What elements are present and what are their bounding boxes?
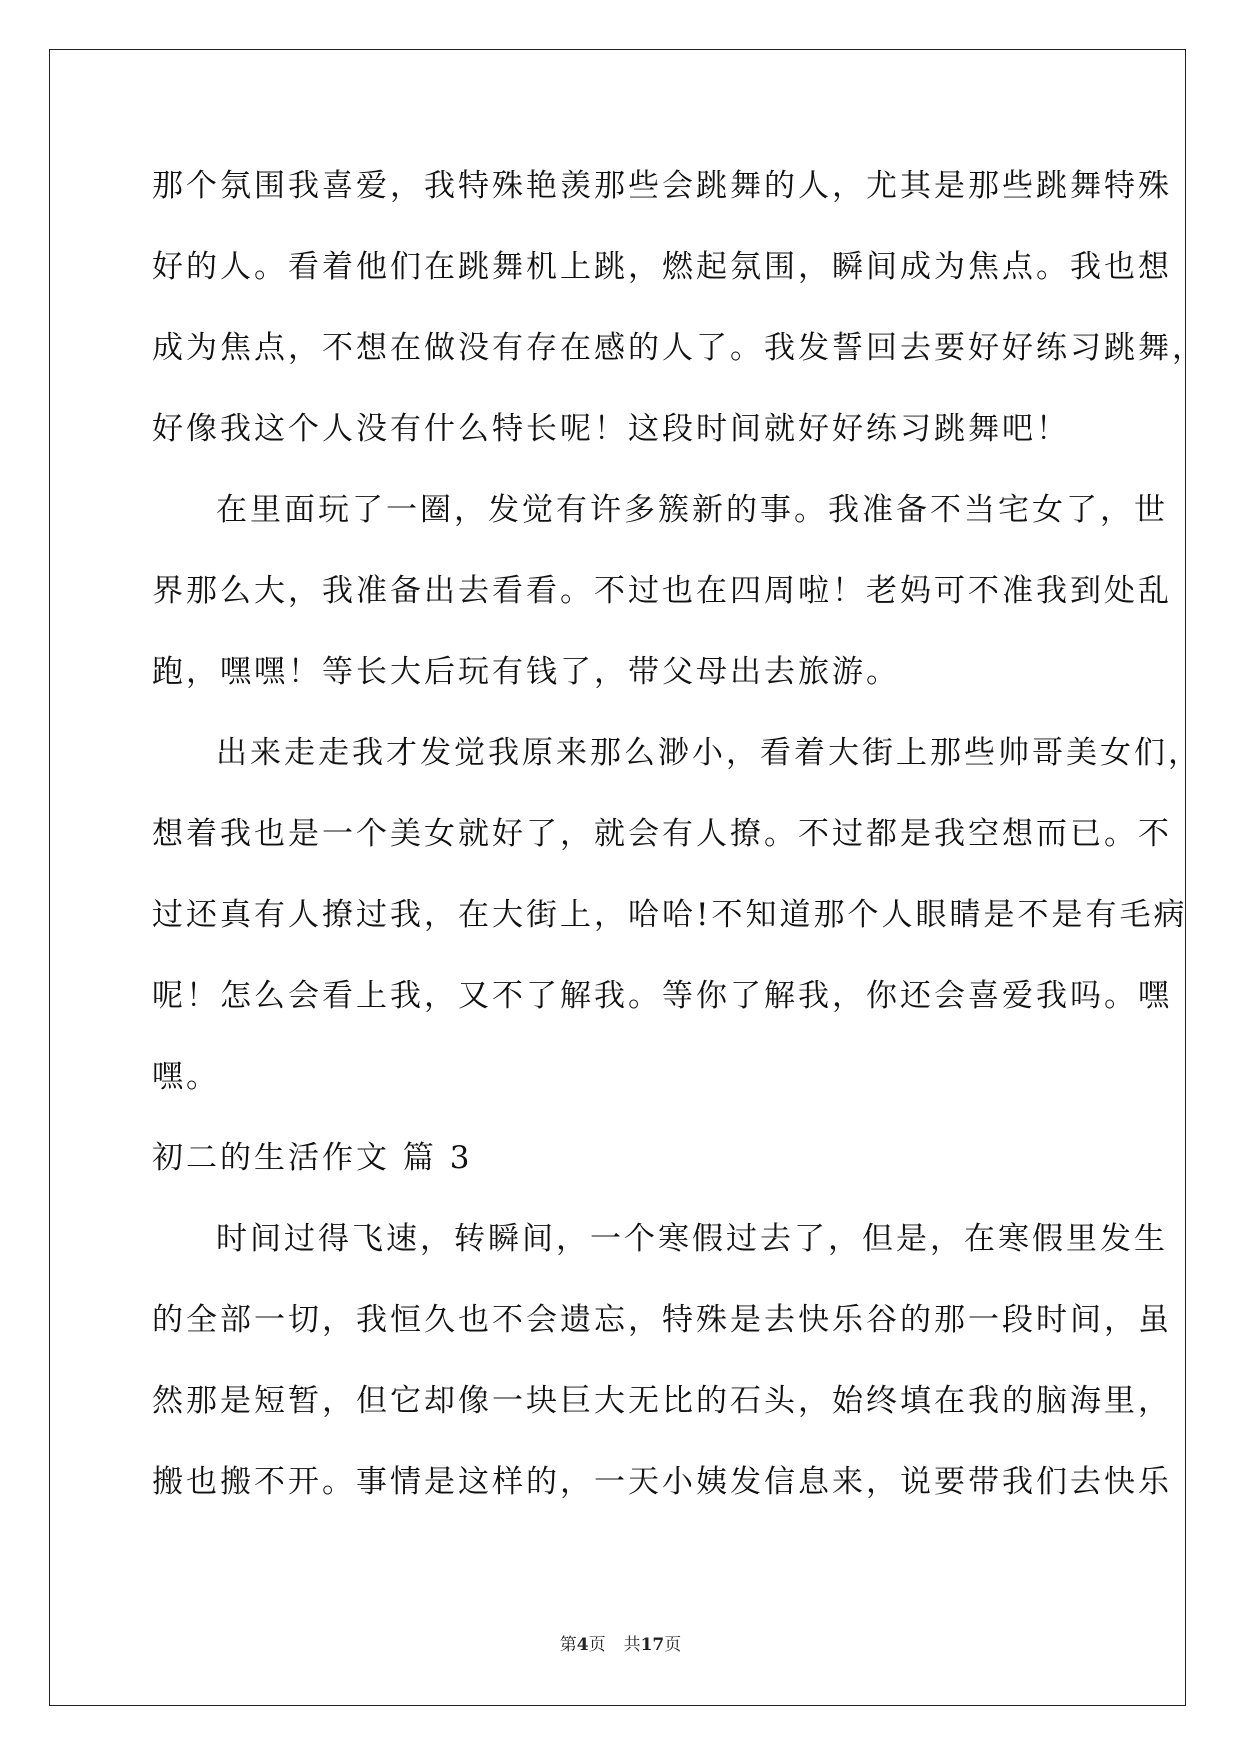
text-line: 过还真有人撩过我，在大街上，哈哈!不知道那个人眼睛是不是有毛病 [152, 897, 1188, 933]
document-body [152, 160, 1206, 1537]
total-suffix: 页 [664, 1635, 682, 1655]
text-line: 呢！怎么会看上我，又不了解我。等你了解我，你还会喜爱我吗。嘿 [152, 978, 1172, 1014]
section-heading: 初二的生活作文 篇 3 [152, 1140, 473, 1176]
text-line: 嘿。 [152, 1059, 220, 1095]
text-line: 想着我也是一个美女就好了，就会有人撩。不过都是我空想而已。不 [152, 816, 1172, 852]
text-line: 搬也搬不开。事情是这样的，一天小姨发信息来，说要带我们去快乐 [152, 1464, 1172, 1500]
text-line: 好的人。看着他们在跳舞机上跳，燃起氛围，瞬间成为焦点。我也想 [152, 249, 1172, 285]
text-line: 的全部一切，我恒久也不会遗忘，特殊是去快乐谷的那一段时间，虽 [152, 1302, 1172, 1338]
text-line: 在里面玩了一圈，发觉有许多簇新的事。我准备不当宅女了，世 [216, 492, 1168, 528]
page-prefix: 第 [559, 1635, 577, 1655]
text-line: 跑，嘿嘿！等长大后玩有钱了，带父母出去旅游。 [152, 654, 900, 690]
text-line: 然那是短暂，但它却像一块巨大无比的石头，始终填在我的脑海里， [152, 1383, 1172, 1419]
total-prefix: 共 [623, 1635, 641, 1655]
total-pages: 17 [640, 1635, 665, 1655]
text-line: 成为焦点，不想在做没有存在感的人了。我发誓回去要好好练习跳舞， [152, 330, 1206, 366]
text-line: 好像我这个人没有什么特长呢！这段时间就好好练习跳舞吧！ [152, 411, 1070, 447]
page-suffix: 页 [588, 1635, 606, 1655]
text-line: 出来走走我才发觉我原来那么渺小，看着大街上那些帅哥美女们， [216, 735, 1202, 771]
text-line: 那个氛围我喜爱，我特殊艳羡那些会跳舞的人，尤其是那些跳舞特殊 [152, 168, 1172, 204]
page-number: 4 [576, 1635, 589, 1655]
text-line: 界那么大，我准备出去看看。不过也在四周啦！老妈可不准我到处乱 [152, 573, 1172, 609]
text-line: 时间过得飞速，转瞬间，一个寒假过去了，但是，在寒假里发生 [216, 1221, 1168, 1257]
page-footer [0, 1634, 1241, 1656]
